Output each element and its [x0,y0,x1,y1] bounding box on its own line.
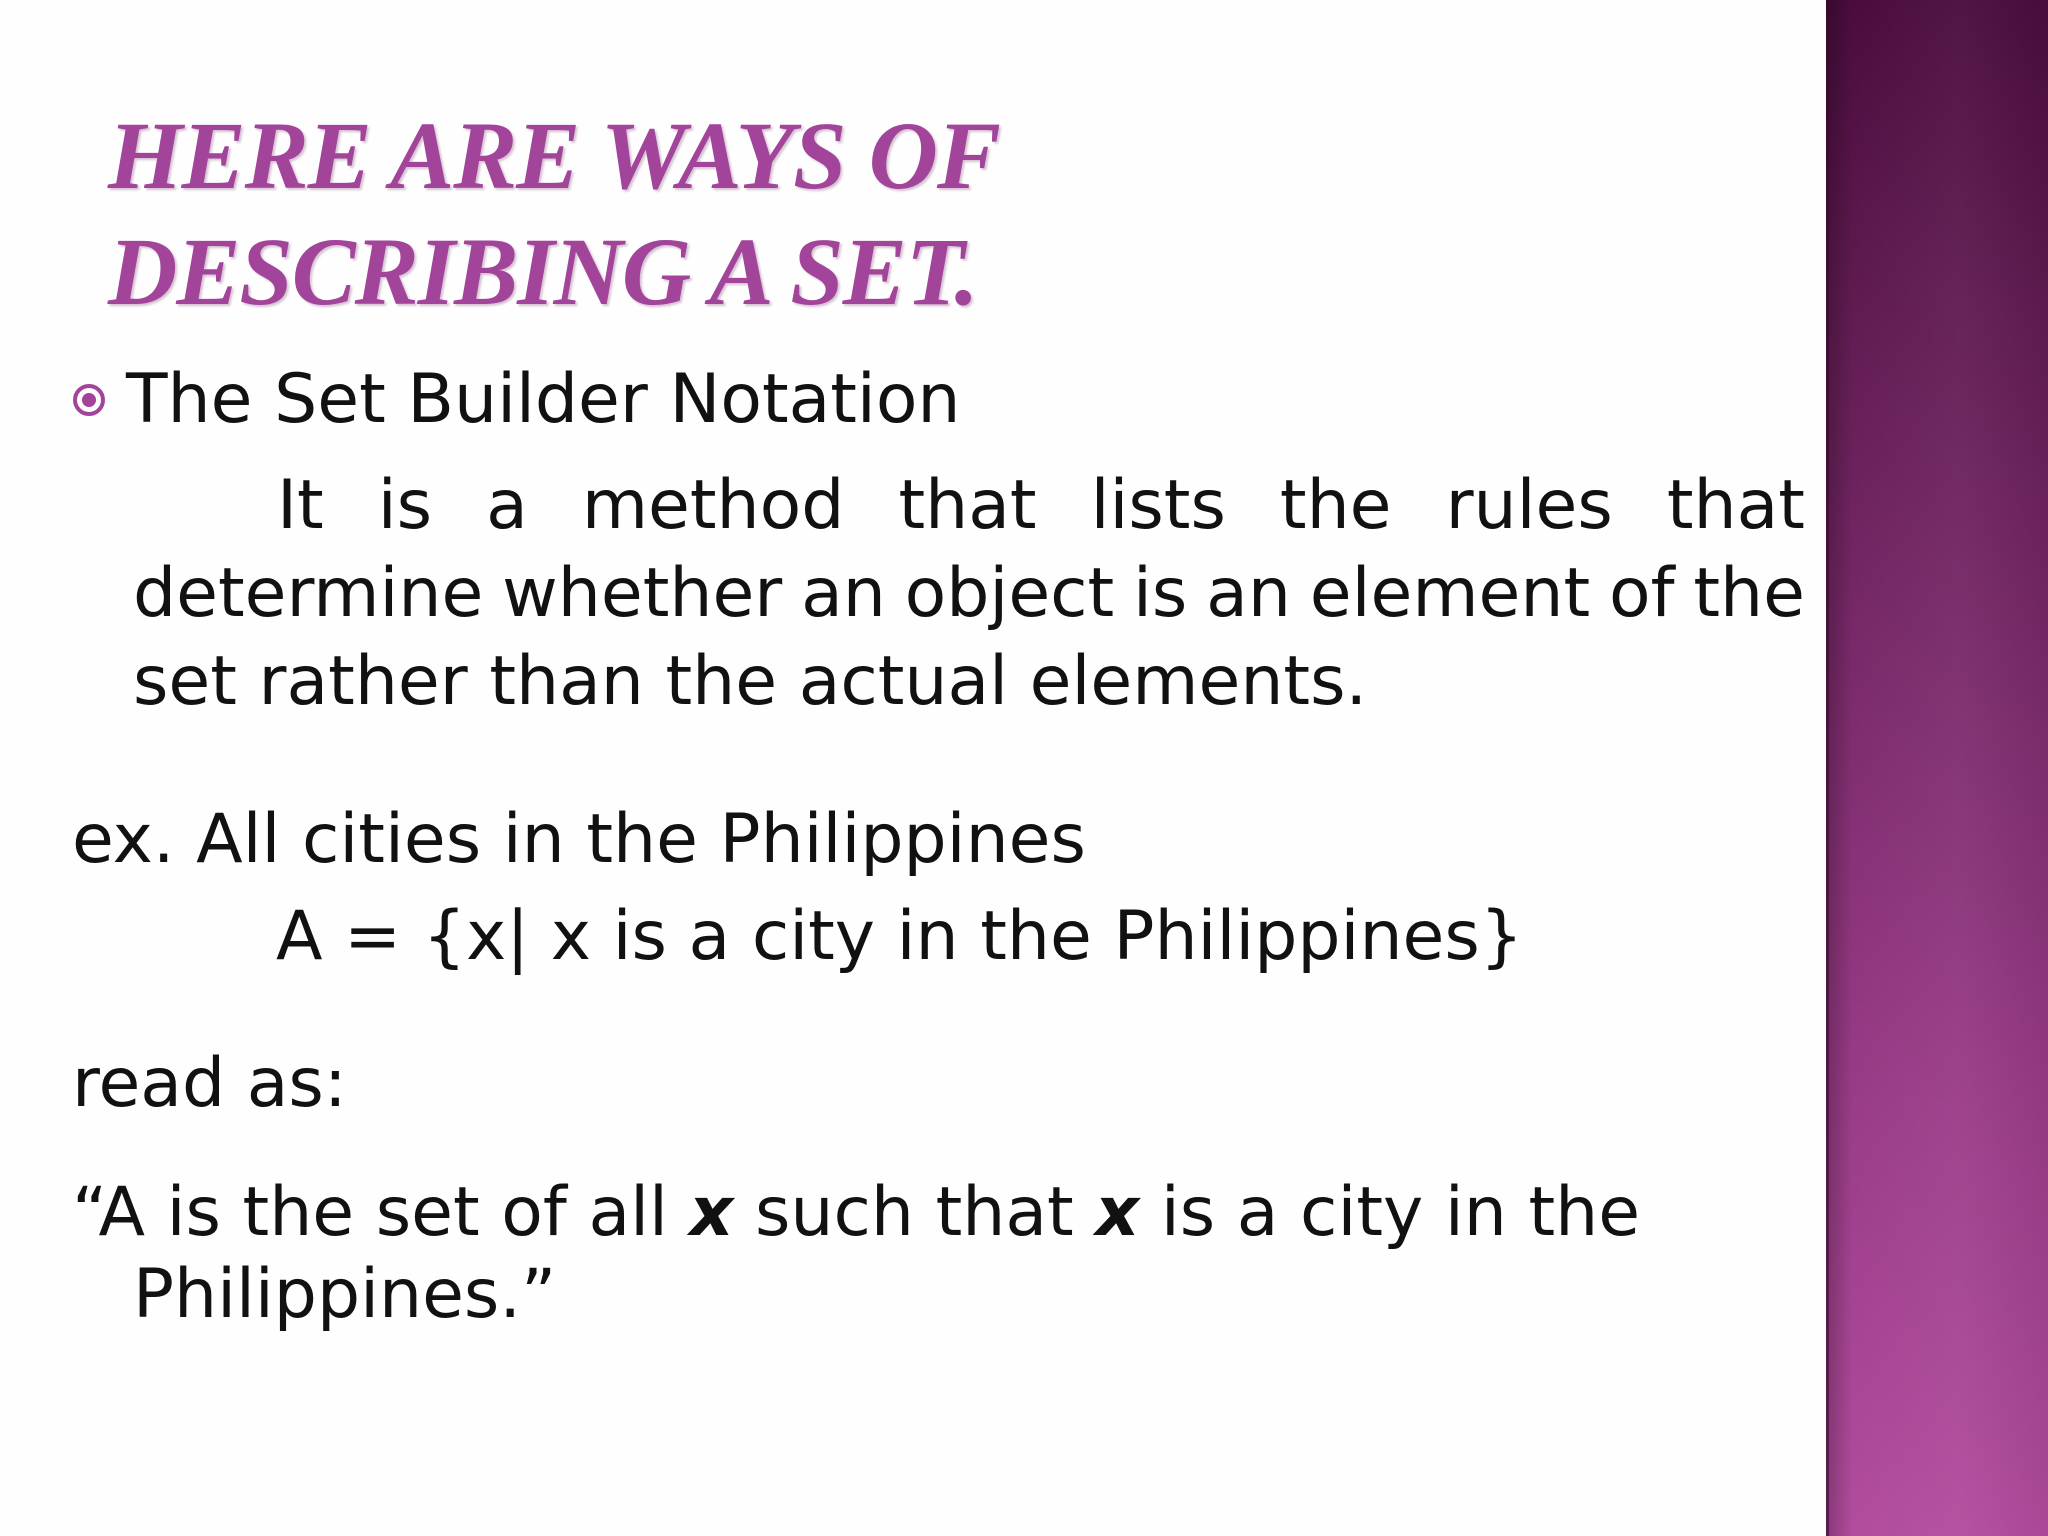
word: object [904,554,1115,633]
side-panel-edge [1826,0,1829,1536]
word: of [1608,554,1675,633]
bullet-item [72,360,961,440]
bullet-text: The Set Builder Notation [126,360,961,439]
word: whether [502,554,783,633]
word: is [377,466,433,545]
quote-text: is a city in the [1139,1173,1641,1252]
word: method [581,466,845,545]
word: a [486,466,528,545]
word: rules [1445,466,1613,545]
word: the [1693,554,1805,633]
paragraph-line-2 [133,550,1805,638]
word: determine [133,554,484,633]
word: that [898,466,1037,545]
target-bullet-icon [72,383,106,417]
word: lists [1090,466,1226,545]
word: It [277,466,324,545]
word: that [1666,466,1805,545]
word: the [1279,466,1392,545]
example-text: ex. All cities in the Philippines [72,800,1086,879]
read-as-label: read as: [72,1044,347,1123]
quote-line-1 [72,1172,1640,1254]
title-line-2: DESCRIBING A SET. [108,218,978,325]
title-line-1: HERE ARE WAYS OF [108,102,1000,209]
word: element [1309,554,1591,633]
paragraph-line-3: set rather than the actual elements. [133,642,1368,721]
quote-text: such that [733,1173,1096,1252]
quote-line-2: Philippines.” [133,1255,557,1334]
definition-paragraph [133,462,1805,726]
word: an [801,554,886,633]
word: is [1133,554,1188,633]
decorative-side-panel [1826,0,2048,1536]
paragraph-line-1 [133,462,1805,550]
quote-text: “A is the set of all [72,1173,690,1252]
reading-quote [72,1172,1640,1336]
variable-x: x [689,1173,734,1252]
word: an [1206,554,1291,633]
set-builder-formula: A = {x| x is a city in the Philippines} [276,897,1524,976]
variable-x: x [1095,1173,1140,1252]
side-panel-sheen [1826,0,2048,1536]
slide-title [108,98,1000,330]
